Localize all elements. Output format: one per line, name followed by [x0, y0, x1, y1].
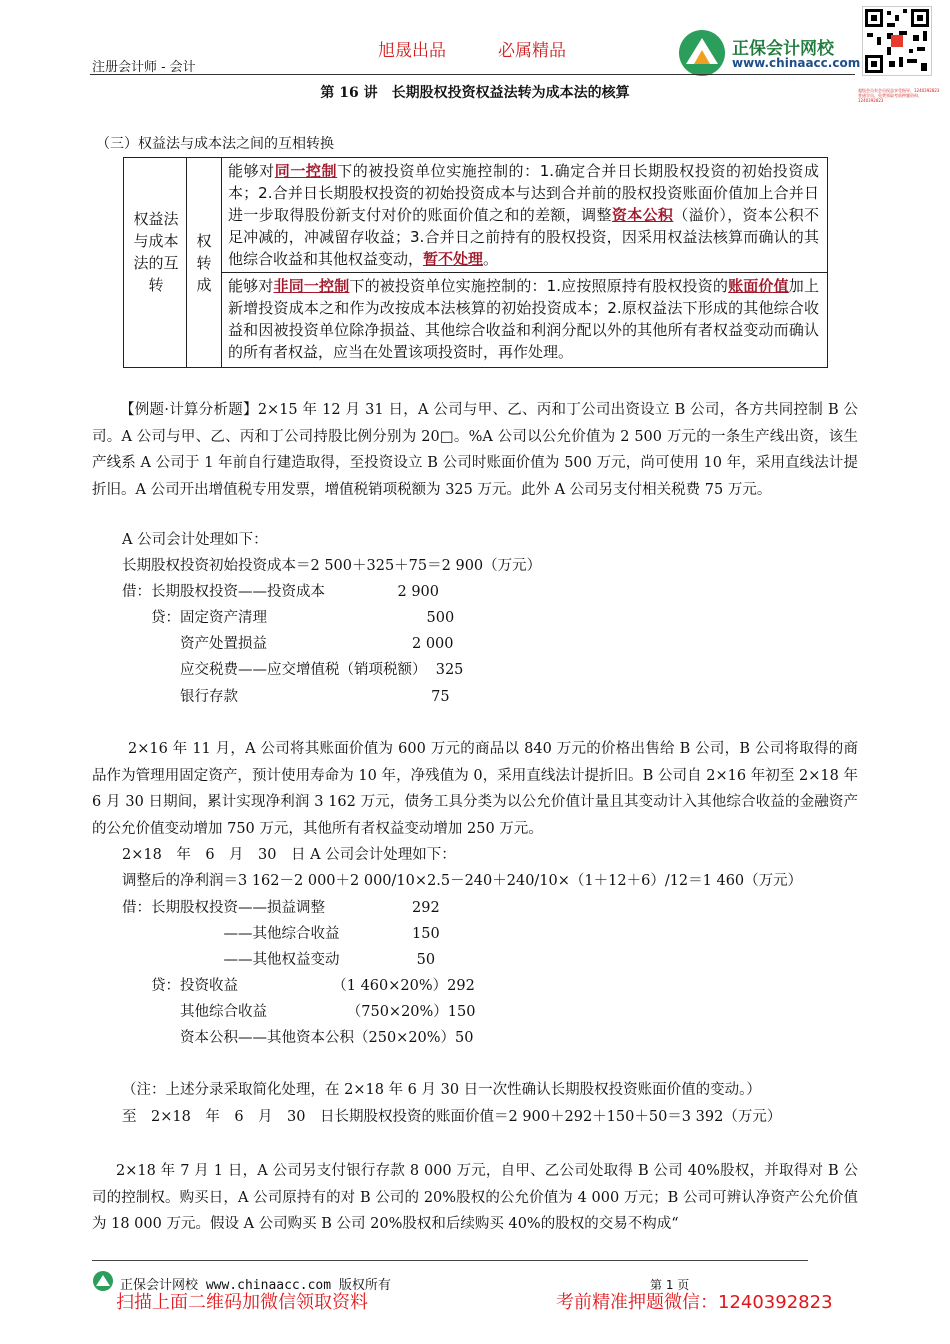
balance-line: 至 2×18 年 6 月 30 日长期股权投资的账面价值＝2 900＋292＋150＋50＝3 392（万元） [122, 1109, 782, 1125]
highlight-no-treatment: 暂不处理 [423, 250, 484, 268]
exam-name: 注册会计师 - 会计 [92, 60, 196, 75]
entry-line: 长期股权投资初始投资成本＝2 500＋325＋75＝2 900（万元） [122, 558, 542, 574]
logo-emblem-icon [676, 28, 728, 78]
sub-label: 权转成 [196, 232, 212, 294]
page-number: 第 1 页 [650, 1278, 690, 1292]
footer-copyright: 正保会计网校 www.chinaacc.com 版权所有 [120, 1278, 391, 1293]
entry-line: 借：长期股权投资——投资成本 2 900 [122, 584, 440, 600]
entry-line: 调整后的净利润＝3 162－2 000＋2 000/10×2.5－240＋240/10×（1＋12＋6）/12＝1 460（万元） [122, 873, 803, 889]
qr-code-icon [863, 7, 931, 75]
example-paragraph-2: 2×16 年 11 月，A 公司将其账面价值为 600 万元的商品以 840 万元的价格出售给 B 公司，B 公司将取得的商品作为管理用固定资产，预计使用寿命为 10 年，净残值为 0，采用直线法计提折旧。B 公司自 2×16 年初至 2×18 年 6 月 30 日期间，累计实现净利润 3 162 万元，债务工具分类为以公允价值计量且其变动计入其他综合收益的金融资产的公允价值变动增加 750 万元，其他所有者权益变动增加 250 万元。 [92, 741, 858, 837]
footer-divider [92, 1260, 808, 1261]
conversion-table [123, 157, 828, 368]
logo-url[interactable]: www.chinaacc.com [732, 56, 861, 70]
brand-slogan-left: 旭晟出品 [378, 41, 446, 61]
row-label: 权益法与成本法的互转 [133, 210, 179, 294]
highlight-non-same-control: 非同一控制 [273, 277, 350, 295]
entry-line: ——其他综合收益 150 [122, 926, 440, 942]
lecture-title: 第 16 讲 长期股权投资权益法转为成本法的核算 [320, 85, 630, 101]
brand-slogan-right: 必属精品 [498, 41, 566, 61]
promo-scan-qr: 扫描上面二维码加微信领取资料 [116, 1292, 368, 1313]
entry-line: 资产处置损益 2 000 [122, 636, 454, 652]
header-divider [90, 74, 855, 75]
entry-line: 贷：投资收益 （1 460×20%）292 [122, 978, 475, 994]
entry-line: 2×18 年 6 月 30 日 A 公司会计处理如下： [122, 847, 456, 863]
example-paragraph-1: 【例题·计算分析题】2×15 年 12 月 31 日，A 公司与甲、乙、丙和丁公司出资设立 B 公司，各方共同控制 B 公司。A 公司与甲、乙、丙和丁公司持股比例分别为 20□。%A 公司以公允价值为 2 500 万元的一条生产线出资，该生产线系 A 公司于 1 年前自行建造取得，至投资设立 B 公司时账面价值为 500 万元，尚可使用 10 年，采用直线法计提折旧。A 公司开出增值税专用发票，增值税销项税额为 325 万元。此外 A 公司另支付相关税费 75 万元。 [92, 402, 858, 498]
footer-logo-icon [92, 1270, 114, 1292]
entry-line: 借：长期股权投资——损益调整 292 [122, 900, 440, 916]
section-heading: （三）权益法与成本法之间的互相转换 [96, 136, 334, 152]
entry-line: 资本公积——其他资本公积（250×20%）50 [122, 1030, 474, 1046]
highlight-same-control: 同一控制 [274, 162, 338, 180]
promo-wechat: 考前精准押题微信：1240392823 [556, 1292, 833, 1313]
logo-name: 正保会计网校 [732, 39, 834, 59]
non-same-control-cell: 能够对非同一控制下的被投资单位实施控制的：1.应按照原持有股权投资的账面价值加上新增投资成本之和作为改按成本法核算的初始投资成本；2.原权益法下形成的其他综合收益和因被投资单位除净损益、其他综合收益和利润分配以外的其他所有者权益变动而确认的所有者权益，应当在处置该项投资时，再作处理。 [228, 277, 819, 361]
note-line: （注：上述分录采取简化处理，在 2×18 年 6 月 30 日一次性确认长期股权投资账面价值的变动。） [122, 1082, 761, 1098]
qr-code[interactable] [862, 6, 932, 76]
qr-note: 超级会员有会员权益享受指导、1240392823 普通学员、免费领取考前押题资料、1240392823 [858, 88, 940, 103]
entry-line: 银行存款 75 [122, 689, 450, 705]
entry-line: ——其他权益变动 50 [122, 952, 436, 968]
highlight-capital-reserve: 资本公积 [611, 206, 674, 224]
entry-line: 贷：固定资产清理 500 [122, 610, 455, 626]
entry-line: 其他综合收益 （750×20%）150 [122, 1004, 476, 1020]
same-control-cell: 能够对同一控制下的被投资单位实施控制的：1.确定合并日长期股权投资的初始投资成本；2.合并日长期股权投资的初始投资成本与达到合并前的股权投资账面价值加上合并日进一步取得股份新支付对价的账面价值之和的差额，调整资本公积（溢价），资本公积不足冲减的，冲减留存收益；3.合并日之前持有的股权投资，因采用权益法核算而确认的其他综合收益和其他权益变动，暂不处理。 [228, 162, 819, 268]
highlight-book-value: 账面价值 [728, 277, 789, 295]
example-paragraph-3: 2×18 年 7 月 1 日，A 公司另支付银行存款 8 000 万元，自甲、乙公司处取得 B 公司 40%股权，并取得对 B 公司的控制权。购买日，A 公司原持有的对 B 公司的 20%股权的公允价值为 4 000 万元；B 公司可辨认净资产公允价值为 18 000 万元。假设 A 公司购买 B 公司 20%股权和后续购买 40%的股权的交易不构成“ [92, 1163, 858, 1232]
entry-line: 应交税费——应交增值税（销项税额） 325 [122, 662, 464, 678]
footer-logo [92, 1270, 114, 1292]
entry-line: A 公司会计处理如下： [122, 532, 268, 548]
